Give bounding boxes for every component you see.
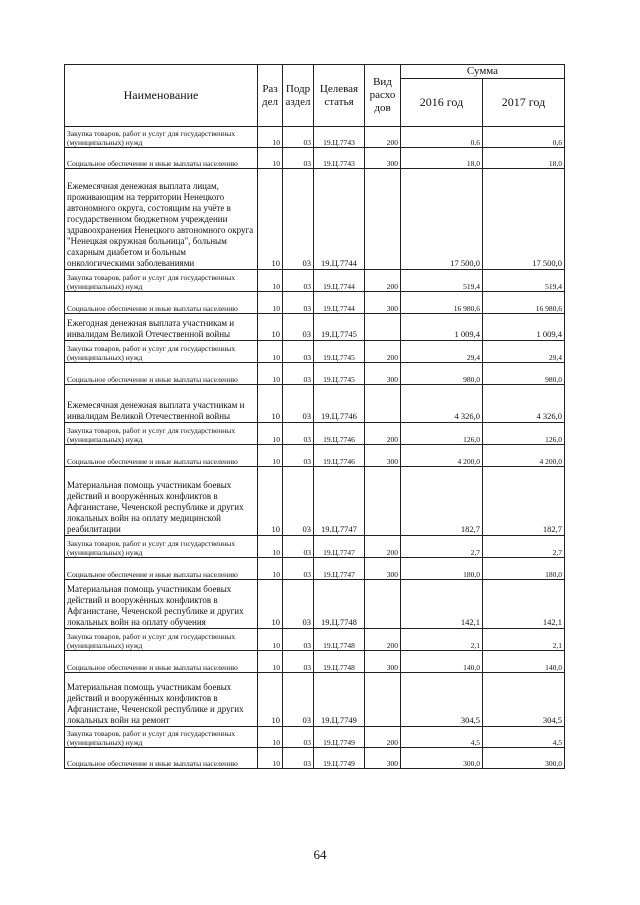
header-2016: 2016 год: [401, 79, 483, 127]
row-name: Ежемесячная денежная выплата участникам и инвалидам Великой Отечественной войны: [65, 385, 258, 423]
row-vid: 200: [365, 127, 401, 148]
table-row: [65, 558, 565, 580]
row-vid: [365, 385, 401, 423]
row-name: Социальное обеспечение и иные выплаты населению: [65, 292, 258, 314]
row-vid: [365, 314, 401, 341]
row-vid: 200: [365, 270, 401, 292]
row-sum-2017: 300,0: [483, 748, 565, 769]
row-target: 19.Ц.7745: [314, 341, 365, 363]
row-podrazdel: 03: [283, 580, 314, 629]
row-vid: 300: [365, 651, 401, 673]
row-sum-2017: 519,4: [483, 270, 565, 292]
row-razdel: 10: [258, 727, 283, 748]
row-vid: 200: [365, 341, 401, 363]
row-podrazdel: 03: [283, 727, 314, 748]
row-vid: 200: [365, 629, 401, 651]
row-sum-2016: 1 009,4: [401, 314, 483, 341]
row-sum-2016: 0,6: [401, 127, 483, 148]
row-podrazdel: 03: [283, 169, 314, 270]
row-name: Закупка товаров, работ и услуг для государственных (муниципальных) нужд: [65, 341, 258, 363]
table-row: [65, 292, 565, 314]
row-podrazdel: 03: [283, 673, 314, 727]
header-2017: 2017 год: [483, 79, 565, 127]
table-row: [65, 363, 565, 385]
row-vid: 200: [365, 423, 401, 445]
row-target: 19.Ц.7746: [314, 423, 365, 445]
row-podrazdel: 03: [283, 467, 314, 536]
row-sum-2017: 16 980,6: [483, 292, 565, 314]
row-name: Материальная помощь участникам боевых действий и вооружённых конфликтов в Афганистане, Чеченской республике и других локальных войн на оплату обучения: [65, 580, 258, 629]
row-razdel: 10: [258, 445, 283, 467]
row-razdel: 10: [258, 558, 283, 580]
table-row: [65, 580, 565, 629]
row-razdel: 10: [258, 673, 283, 727]
row-vid: 300: [365, 445, 401, 467]
row-sum-2016: 17 500,0: [401, 169, 483, 270]
row-razdel: 10: [258, 270, 283, 292]
row-razdel: 10: [258, 341, 283, 363]
row-target: 19.Ц.7749: [314, 673, 365, 727]
row-sum-2016: 2,7: [401, 536, 483, 558]
row-sum-2017: 17 500,0: [483, 169, 565, 270]
table-header: [65, 65, 565, 127]
row-vid: 300: [365, 558, 401, 580]
row-sum-2016: 2,1: [401, 629, 483, 651]
row-podrazdel: 03: [283, 651, 314, 673]
row-vid: 200: [365, 727, 401, 748]
row-sum-2016: 180,0: [401, 558, 483, 580]
row-razdel: 10: [258, 148, 283, 169]
row-vid: 300: [365, 292, 401, 314]
row-sum-2017: 2,7: [483, 536, 565, 558]
row-target: 19.Ц.7748: [314, 629, 365, 651]
row-name: Закупка товаров, работ и услуг для государственных (муниципальных) нужд: [65, 536, 258, 558]
row-podrazdel: 03: [283, 385, 314, 423]
row-sum-2016: 142,1: [401, 580, 483, 629]
row-target: 19.Ц.7744: [314, 169, 365, 270]
table-row: [65, 629, 565, 651]
table-row: [65, 169, 565, 270]
row-sum-2016: 4 200,0: [401, 445, 483, 467]
table-row: [65, 270, 565, 292]
row-vid: 300: [365, 148, 401, 169]
row-razdel: 10: [258, 651, 283, 673]
header-podrazdel: Подр аздел: [283, 65, 314, 127]
table-row: [65, 341, 565, 363]
header-razdel: Раз дел: [258, 65, 283, 127]
budget-table: [64, 64, 565, 769]
row-podrazdel: 03: [283, 423, 314, 445]
row-vid: [365, 169, 401, 270]
row-sum-2017: 18,0: [483, 148, 565, 169]
row-sum-2016: 300,0: [401, 748, 483, 769]
row-target: 19.Ц.7745: [314, 314, 365, 341]
row-razdel: 10: [258, 423, 283, 445]
row-vid: 300: [365, 363, 401, 385]
row-razdel: 10: [258, 467, 283, 536]
table-row: [65, 148, 565, 169]
row-sum-2017: 2,1: [483, 629, 565, 651]
row-name: Закупка товаров, работ и услуг для государственных (муниципальных) нужд: [65, 423, 258, 445]
header-name: Наименование: [65, 65, 258, 127]
row-target: 19.Ц.7743: [314, 127, 365, 148]
row-razdel: 10: [258, 629, 283, 651]
row-sum-2017: 4,5: [483, 727, 565, 748]
row-sum-2016: 182,7: [401, 467, 483, 536]
row-target: 19.Ц.7747: [314, 536, 365, 558]
row-target: 19.Ц.7749: [314, 727, 365, 748]
row-sum-2017: 29,4: [483, 341, 565, 363]
row-name: Социальное обеспечение и иные выплаты населению: [65, 651, 258, 673]
table-row: [65, 536, 565, 558]
row-target: 19.Ц.7744: [314, 292, 365, 314]
row-razdel: 10: [258, 169, 283, 270]
row-sum-2017: 304,5: [483, 673, 565, 727]
row-razdel: 10: [258, 314, 283, 341]
row-sum-2016: 16 980,6: [401, 292, 483, 314]
row-podrazdel: 03: [283, 292, 314, 314]
row-sum-2017: 4 200,0: [483, 445, 565, 467]
row-target: 19.Ц.7749: [314, 748, 365, 769]
row-podrazdel: 03: [283, 536, 314, 558]
row-podrazdel: 03: [283, 270, 314, 292]
table-body: [65, 127, 565, 769]
row-name: Ежемесячная денежная выплата лицам, проживающим на территории Ненецкого автономного округа, состоящим на учёте в государственном бюджетном учреждении здравоохранения Ненецкого автономного округа "Ненецкая окружная больница", больным сахарным диабетом и больным онкологическими заболеваниями: [65, 169, 258, 270]
row-name: Материальная помощь участникам боевых действий и вооружённых конфликтов в Афганистане, Чеченской республике и других локальных войн на ремонт: [65, 673, 258, 727]
row-podrazdel: 03: [283, 127, 314, 148]
page-number: 64: [313, 847, 327, 862]
row-name: Социальное обеспечение и иные выплаты населению: [65, 148, 258, 169]
row-sum-2016: 29,4: [401, 341, 483, 363]
row-podrazdel: 03: [283, 558, 314, 580]
row-name: Социальное обеспечение и иные выплаты населению: [65, 445, 258, 467]
row-name: Социальное обеспечение и иные выплаты населению: [65, 363, 258, 385]
row-target: 19.Ц.7745: [314, 363, 365, 385]
row-name: Материальная помощь участникам боевых действий и вооружённых конфликтов в Афганистане, Чеченской республике и других локальных войн на оплату медицинской реабилитации: [65, 467, 258, 536]
row-razdel: 10: [258, 580, 283, 629]
row-vid: [365, 673, 401, 727]
row-podrazdel: 03: [283, 445, 314, 467]
row-sum-2017: 180,0: [483, 558, 565, 580]
row-sum-2016: 126,0: [401, 423, 483, 445]
row-podrazdel: 03: [283, 148, 314, 169]
row-vid: [365, 467, 401, 536]
row-name: Социальное обеспечение и иные выплаты населению: [65, 558, 258, 580]
row-target: 19.Ц.7748: [314, 651, 365, 673]
row-vid: 200: [365, 536, 401, 558]
header-target: Целевая статья: [314, 65, 365, 127]
row-sum-2016: 4,5: [401, 727, 483, 748]
table-row: [65, 445, 565, 467]
header-sum: Сумма: [401, 65, 565, 79]
row-sum-2016: 140,0: [401, 651, 483, 673]
table-row: [65, 673, 565, 727]
table-row: [65, 385, 565, 423]
row-sum-2017: 1 009,4: [483, 314, 565, 341]
row-name: Социальное обеспечение и иные выплаты населению: [65, 748, 258, 769]
row-sum-2017: 142,1: [483, 580, 565, 629]
row-sum-2016: 980,0: [401, 363, 483, 385]
row-target: 19.Ц.7743: [314, 148, 365, 169]
row-razdel: 10: [258, 363, 283, 385]
row-sum-2016: 519,4: [401, 270, 483, 292]
row-vid: [365, 580, 401, 629]
row-sum-2017: 0,6: [483, 127, 565, 148]
row-sum-2017: 140,0: [483, 651, 565, 673]
table-row: [65, 314, 565, 341]
row-target: 19.Ц.7746: [314, 385, 365, 423]
row-name: Ежегодная денежная выплата участникам и инвалидам Великой Отечественной войны: [65, 314, 258, 341]
row-sum-2016: 4 326,0: [401, 385, 483, 423]
row-sum-2017: 182,7: [483, 467, 565, 536]
row-razdel: 10: [258, 292, 283, 314]
table-row: [65, 467, 565, 536]
row-podrazdel: 03: [283, 341, 314, 363]
row-sum-2017: 4 326,0: [483, 385, 565, 423]
table-row: [65, 727, 565, 748]
row-target: 19.Ц.7747: [314, 467, 365, 536]
row-razdel: 10: [258, 536, 283, 558]
row-sum-2016: 304,5: [401, 673, 483, 727]
table-row: [65, 748, 565, 769]
row-sum-2017: 126,0: [483, 423, 565, 445]
row-razdel: 10: [258, 385, 283, 423]
row-podrazdel: 03: [283, 314, 314, 341]
row-name: Закупка товаров, работ и услуг для государственных (муниципальных) нужд: [65, 629, 258, 651]
row-sum-2016: 18,0: [401, 148, 483, 169]
table-row: [65, 127, 565, 148]
row-target: 19.Ц.7744: [314, 270, 365, 292]
row-razdel: 10: [258, 748, 283, 769]
row-podrazdel: 03: [283, 748, 314, 769]
row-name: Закупка товаров, работ и услуг для государственных (муниципальных) нужд: [65, 727, 258, 748]
row-vid: 300: [365, 748, 401, 769]
table-row: [65, 651, 565, 673]
row-name: Закупка товаров, работ и услуг для государственных (муниципальных) нужд: [65, 270, 258, 292]
row-razdel: 10: [258, 127, 283, 148]
row-sum-2017: 980,0: [483, 363, 565, 385]
row-target: 19.Ц.7747: [314, 558, 365, 580]
row-target: 19.Ц.7746: [314, 445, 365, 467]
table-row: [65, 423, 565, 445]
row-name: Закупка товаров, работ и услуг для государственных (муниципальных) нужд: [65, 127, 258, 148]
row-target: 19.Ц.7748: [314, 580, 365, 629]
row-podrazdel: 03: [283, 363, 314, 385]
header-vid: Вид расхо дов: [365, 65, 401, 127]
row-podrazdel: 03: [283, 629, 314, 651]
